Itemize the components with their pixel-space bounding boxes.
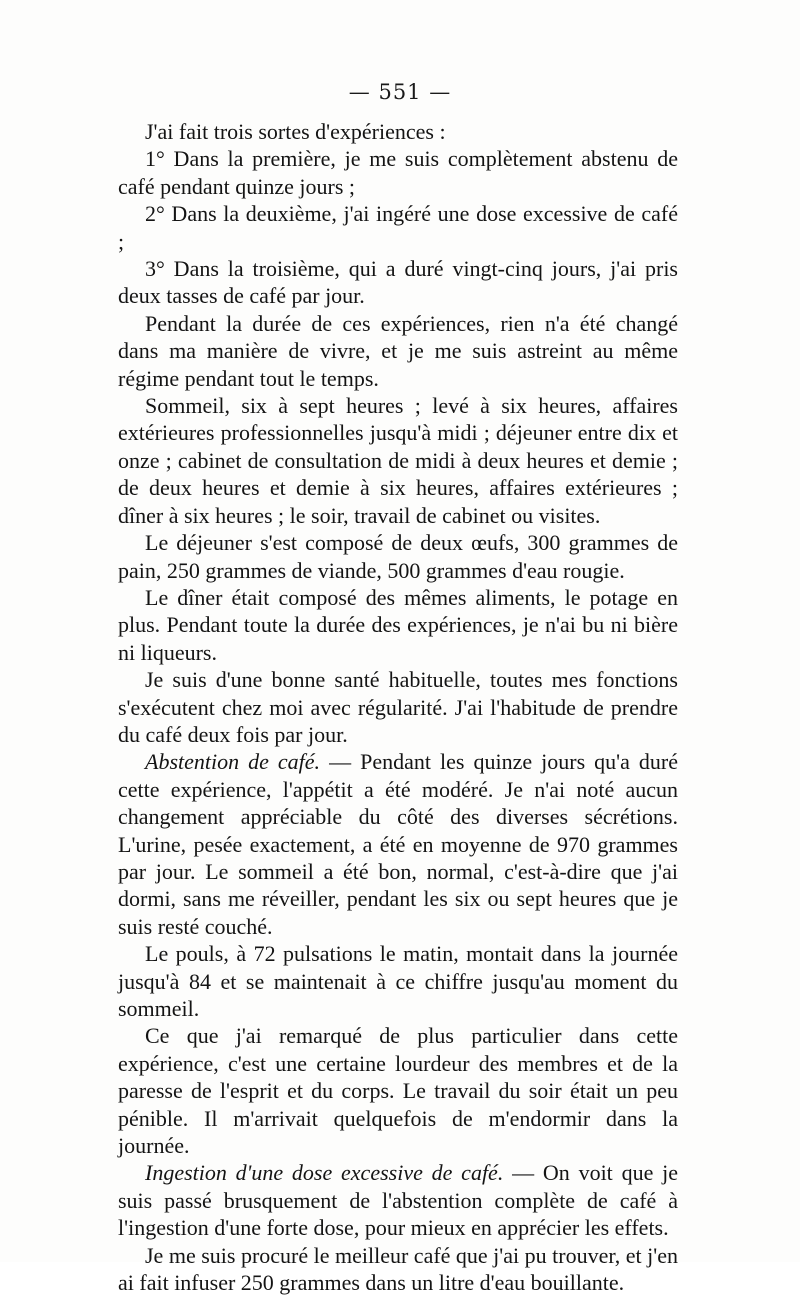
paragraph: Le déjeuner s'est composé de deux œufs, 300 grammes de pain, 250 grammes de viande, 500 grammes d'eau rougie. xyxy=(118,530,678,583)
page-number: — 551 — xyxy=(348,80,452,104)
paragraph: Le pouls, à 72 pulsations le matin, montait dans la journée jusqu'à 84 et se maintenait à ce chiffre jusqu'au moment du sommeil. xyxy=(118,941,678,1021)
paragraph: Ce que j'ai remarqué de plus particulier dans cette expérience, c'est une certaine lourdeur des membres et de la paresse de l'esprit et du corps. Le travail du soir était un peu pénible. Il m'arrivait quelquefois de m'endormir dans la journée. xyxy=(118,1023,678,1159)
paragraph: Pendant la durée de ces expériences, rien n'a été changé dans ma manière de vivre, et je me suis astreint au même régime pendant tout le temps. xyxy=(118,310,678,391)
section-heading: Ingestion d'une dose excessive de café. xyxy=(145,1160,504,1186)
section-heading: Abstention de café. xyxy=(145,749,321,775)
paragraph-ingestion: Ingestion d'une dose excessive de café. — On voit que je suis passé brusquement de l'abstention complète de café à l'ingestion d'une forte dose, pour mieux en apprécier les effets. xyxy=(118,1160,678,1241)
paragraph: 1° Dans la première, je me suis complètement abstenu de café pendant quinze jours ; xyxy=(118,146,678,199)
body-text xyxy=(118,118,678,1296)
paragraph: Sommeil, six à sept heures ; levé à six heures, affaires extérieures professionnelles jusqu'à midi ; déjeuner entre dix et onze ; cabinet de consultation de midi à deux heures et demie ; de deux heures et demie à six heures, affaires extérieures ; dîner à six heures ; le soir, travail de cabinet ou visites. xyxy=(118,393,678,528)
paragraph: Je me suis procuré le meilleur café que j'ai pu trouver, et j'en ai fait infuser 250 grammes dans un litre d'eau bouillante. xyxy=(118,1242,679,1296)
paragraph: Je suis d'une bonne santé habituelle, toutes mes fonctions s'exécutent chez moi avec régularité. J'ai l'habitude de prendre du café deux fois par jour. xyxy=(118,667,678,747)
paragraph-abstention: Abstention de café. — Pendant les quinze jours qu'a duré cette expérience, l'appétit a été modéré. Je n'ai noté aucun changement appréciable du côté des diverses sécrétions. L'urine, pesée exactement, a été en moyenne de 970 grammes par jour. Le sommeil a été bon, normal, c'est-à-dire que j'ai dormi, sans me réveiller, pendant les six ou sept heures que je suis resté couché. xyxy=(118,749,678,939)
paragraph: J'ai fait trois sortes d'expériences : xyxy=(145,119,446,144)
paragraph: 3° Dans la troisième, qui a duré vingt-cinq jours, j'ai pris deux tasses de café par jour. xyxy=(118,256,678,309)
paragraph: 2° Dans la deuxième, j'ai ingéré une dose excessive de café ; xyxy=(118,201,678,254)
paragraph: Le dîner était composé des mêmes aliments, le potage en plus. Pendant toute la durée des expériences, je n'ai bu ni bière ni liqueurs. xyxy=(118,584,678,665)
